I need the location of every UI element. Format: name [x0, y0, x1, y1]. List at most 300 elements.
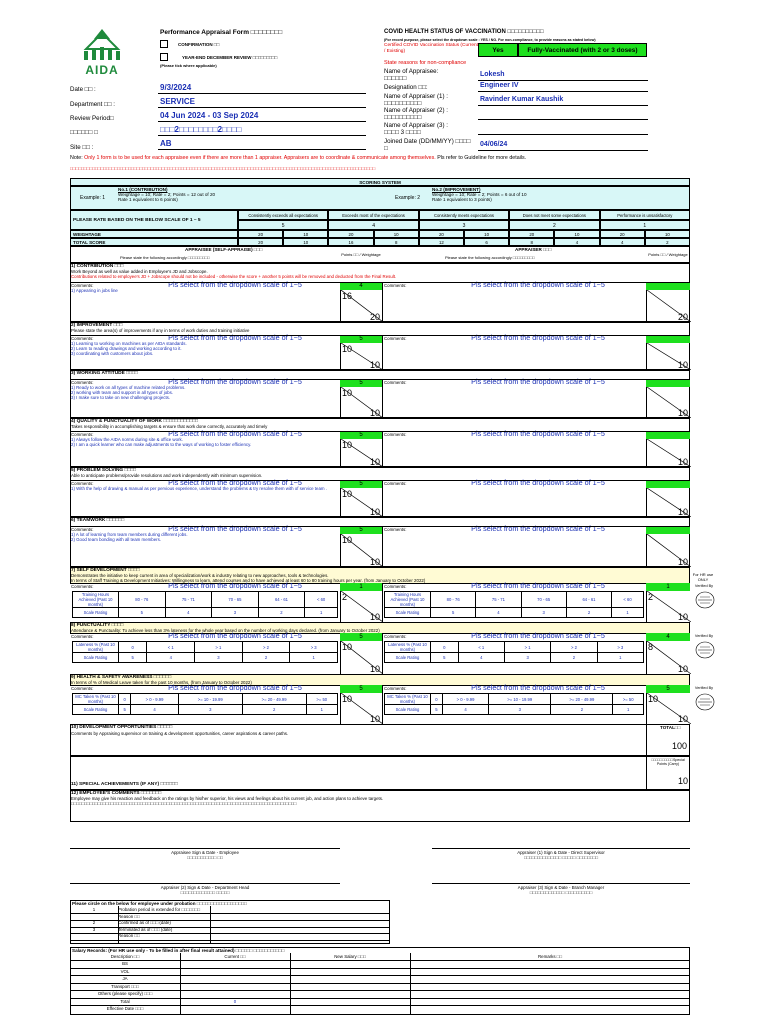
metric-scale-label: Scale Rating — [73, 608, 119, 618]
awarded-score: 10 — [342, 694, 353, 704]
appraisee-rate-value[interactable]: 5 — [340, 379, 382, 387]
metric-scale-cell: 3 — [178, 705, 242, 715]
appraisee-sub-label: □□□□□□ — [384, 75, 407, 82]
appraisee-rating-dropdown[interactable]: Pls select from the dropdown scale of 1~5 — [168, 631, 302, 640]
appraiser-rate-value[interactable] — [646, 431, 690, 439]
site-value[interactable]: AB — [160, 139, 172, 148]
metric-scale-cell: 2 — [258, 608, 305, 618]
awarded-score: 10 — [342, 642, 353, 652]
probation-item-text: Terminated as of □□□ (date) — [118, 926, 173, 932]
comments-label: Comments: — [71, 336, 94, 341]
confirmation-label: CONFIRMATION □□ — [178, 42, 220, 47]
designation-label: Designation □□: — [384, 84, 428, 91]
appraiser-rating-dropdown[interactable]: Pls select from the dropdown scale of 1~5 — [471, 377, 605, 386]
appraiser-rating-dropdown[interactable]: Pls select from the dropdown scale of 1~5 — [471, 524, 605, 533]
awarded-score: 16 — [342, 291, 353, 301]
appraisee-rate-value[interactable]: 4 — [340, 282, 382, 290]
designation-value[interactable]: Engineer IV — [480, 82, 519, 89]
appraisee-rate-value[interactable]: 1 — [340, 583, 382, 591]
probation-col-line — [118, 906, 119, 944]
appraisee-column-head: APPRAISEE (SELF-APPRAISE) □□□ — [185, 247, 263, 252]
metric-scale-cell: 4 — [476, 608, 521, 618]
metric-band-cell: 64 - 61 — [258, 592, 305, 608]
appraiser2-sign-sub: □□□□□□□□□□□□□ □□□□□ — [180, 890, 230, 895]
max-score: 10 — [369, 408, 380, 418]
metric-band-cell: 0 — [431, 694, 443, 705]
appraisee-score-box — [340, 641, 382, 674]
employee-comments-garble: □□□□□□□□□□□□□□□□□□□□□□□□□□□□□□□□□□□□□□□□□□□□□□□□□□□□□□□□□□□□□□□□□□□□□□□□□□□□□□□□□□□□□ — [71, 801, 297, 806]
appraiser3-sign-label: Appraiser (3) Sign & Date - Branch Manager — [517, 885, 605, 890]
metric-band-cell: 0 — [119, 642, 147, 653]
salary-row-label: BS — [122, 961, 128, 966]
form-title: Performance Appraisal Form □□□□□□□□ — [160, 29, 283, 36]
appraiser-column-head: APPRAISER □□□ — [515, 247, 552, 252]
department-value[interactable]: SERVICE — [160, 97, 195, 106]
metric-band-cell: > 2 — [242, 642, 290, 653]
metric-band-cell: 80 - 76 — [431, 592, 476, 608]
example2-line1: No.2 (IMPROVEMENT) — [432, 187, 481, 192]
salary-header: Current □□ — [224, 954, 246, 959]
metric-scale-cell: 3 — [212, 608, 259, 618]
metric-scale-cell: 5 — [119, 608, 166, 618]
row-divider — [70, 335, 690, 336]
max-score: 10 — [677, 714, 688, 724]
scale-number-cell: 5 — [238, 220, 328, 230]
metric-band-cell: < 60 — [305, 592, 338, 608]
max-score: 10 — [677, 664, 688, 674]
section-desc: Work Beyond as well as value added in Employee's JD and Jobscope. — [71, 269, 208, 274]
example2-line3: Rate 1 equivalent to 3 points) — [432, 197, 492, 202]
total-score-cell: 10 — [283, 238, 328, 246]
appraiser-comments-label: Comments: — [384, 634, 407, 639]
metric-scale-cell: 4 — [458, 653, 504, 663]
appraiser-rating-dropdown[interactable]: Pls select from the dropdown scale of 1~5 — [471, 631, 605, 640]
appraisee-comment-text[interactable]: 1) Ready to work on all types of machine related problems. 2) working with team and support in all types of jobs. 3) I make sure to take on new challenging projects. — [71, 385, 186, 400]
max-score: 10 — [369, 664, 380, 674]
appraiser2-sub-label: □□□□□□□□□□ — [384, 114, 422, 121]
verified-by-label: Verified By — [694, 584, 714, 588]
weightage-cell: 20 — [328, 230, 373, 238]
max-score: 10 — [677, 612, 688, 622]
metric-row-label: Lateness % (Past 10 months) — [73, 642, 119, 653]
max-score: 10 — [369, 612, 380, 622]
development-desc: Comments by Appraising supervisor on training & development opportunities, career aspirations & career paths. — [71, 731, 289, 736]
salary-row-line — [70, 960, 690, 961]
example1-label: Example: 1 — [80, 195, 106, 201]
metric-scale-cell: 1 — [305, 608, 338, 618]
weightage-cell: 20 — [419, 230, 464, 238]
appraisee-comment-text[interactable]: 1) Appearing in jobs line — [71, 288, 118, 293]
logo-mark-icon — [74, 27, 130, 61]
example2-label: Example: 2 — [395, 195, 421, 201]
max-score: 10 — [369, 457, 380, 467]
salary-row-line — [70, 998, 690, 999]
weightage-cell: 10 — [283, 230, 328, 238]
weightage-cell: 10 — [464, 230, 509, 238]
metric-band-cell: > 3 — [597, 642, 643, 653]
metric-section-desc2: In terms of Staff Training & Development Initiatives: Willingness to learn, attend courses and to have achieved at least 60 to 80 training hours per year. (from January to October 2022) — [71, 578, 426, 583]
metric-section-desc: In terms of % of Medical Leave taken for the past 10 months. (from January to October 2022) — [71, 680, 252, 685]
appraiser-rate-value[interactable]: 1 — [646, 583, 690, 591]
appraisee-sign-sub: □□□□□□□□□□□ □□ — [187, 855, 223, 860]
section-desc: Takes responsibility in accomplishing targets & ensure that work done correctly, accurately and timely — [71, 424, 268, 429]
appraiser-score-box — [646, 693, 690, 724]
appraiser1-sub-label: □□□□□□□□□□ — [384, 100, 422, 107]
comments-label: Comments: — [71, 481, 94, 486]
weightage-cell: 10 — [374, 230, 419, 238]
appraiser-rate-value[interactable] — [646, 526, 690, 534]
appraiser-score-box — [646, 488, 690, 517]
row-divider — [70, 431, 690, 432]
section-title: 4) QUALITY & PUNCTUALITY OF WORK □□□□□□□□□□□□ — [71, 419, 199, 424]
metric-scale-label: Scale Rating — [73, 705, 119, 715]
appraiser-rating-dropdown[interactable]: Pls select from the dropdown scale of 1~5 — [471, 683, 605, 692]
metric-band-cell: >= 10 - 19.99 — [489, 694, 551, 705]
awarded-score: 2 — [648, 592, 654, 602]
metric-scale-cell: 4 — [131, 705, 179, 715]
appraiser-rate-value[interactable]: 5 — [646, 685, 690, 693]
salary-row-label: JA — [122, 976, 128, 981]
appraiser-score-box — [646, 343, 690, 370]
row-divider — [70, 480, 690, 481]
red-garbled-line: □□□□□□□□□□□□□□□□□□□□□□□□□□□□□□□□□□□□□□□□□□□□□□□□□□□□□□□□□□□□□□□□□□□□□□□□□□□□□□□□□□□□□□□□□□□□□□□□□□□□□□□□□□□□□□ — [70, 166, 376, 171]
appraiser-score-box — [646, 439, 690, 467]
weightage-cell: 20 — [600, 230, 645, 238]
appraisee-score-box — [340, 290, 382, 322]
verified-by-label: Verified By — [694, 634, 714, 638]
appraiser-rate-value[interactable] — [646, 379, 690, 387]
section-title: 1) CONTRIBUTION □□□ — [71, 264, 124, 269]
scale-number-cell: 4 — [328, 220, 418, 230]
salary-row-label: Transport □□□ — [111, 983, 139, 989]
appraisee-comment-text[interactable]: 1) A lot of learning from team members during different jobs. 2) Good team bonding with all team members. — [71, 532, 188, 542]
metric-scale-cell: 4 — [442, 705, 488, 715]
metric-band-cell: > 0 - 9.99 — [442, 694, 488, 705]
scale-header-cell: Consistently exceeds all expectations — [238, 210, 328, 220]
appraisee-score-box — [340, 534, 382, 567]
awarded-score: 10 — [342, 388, 353, 398]
site-label: Site □□ : — [70, 144, 94, 151]
metric-scale-cell: 2 — [242, 705, 306, 715]
example2-line2: Weightage = 10; Rate = 2; Points = 6 out of 10 — [432, 192, 527, 197]
comments-label: Comments: — [71, 686, 94, 691]
weightage-cell: 10 — [554, 230, 599, 238]
appraisee-score-box — [340, 488, 382, 517]
total-score-cell: 8 — [509, 238, 554, 246]
metric-scale-cell: 1 — [597, 653, 643, 663]
year-end-label: YEAR-END DECEMBER REVIEW □□□□□□□□□ — [182, 55, 278, 60]
total-score-cell: 16 — [328, 238, 373, 246]
covid-title: COVID HEALTH STATUS OF VACCINATION □□□□□□□□□□ — [384, 29, 544, 35]
metric-band-cell: 0 — [431, 642, 459, 653]
total-score-cell: 8 — [374, 238, 419, 246]
metric-band-cell: < 1 — [458, 642, 504, 653]
metric-band-cell: 70 - 65 — [521, 592, 566, 608]
metric-scale-cell: 5 — [431, 653, 459, 663]
scoring-title: SCORING SYSTEM — [70, 178, 690, 186]
row-divider — [70, 379, 690, 380]
awarded-score: 10 — [342, 535, 353, 545]
metric-scale-cell: 3 — [521, 608, 566, 618]
metric-band-cell: < 60 — [612, 592, 644, 608]
metric-scale-cell: 5 — [119, 653, 147, 663]
metric-band-cell: > 1 — [195, 642, 243, 653]
appraiser-points-head: Points □□ / Weightage — [648, 252, 688, 257]
metric-scale-cell: 5 — [431, 608, 476, 618]
awarded-score: 10 — [648, 694, 659, 704]
salary-col-line — [410, 953, 411, 1015]
appraiser-score-box — [646, 290, 690, 322]
appraisee-rating-dropdown[interactable]: Pls select from the dropdown scale of 1~5 — [168, 478, 302, 487]
metric-band-cell: >= 50 — [306, 694, 337, 705]
total-score-cell: 20 — [238, 238, 283, 246]
appraiser-rating-dropdown[interactable]: Pls select from the dropdown scale of 1~5 — [471, 333, 605, 342]
metric-scale-cell: 2 — [551, 705, 613, 715]
appraisee-score-box — [340, 439, 382, 467]
metric-band-cell: < 1 — [147, 642, 195, 653]
metric-scale-cell: 2 — [242, 653, 290, 663]
appraiser1-label: Name of Appraiser (1) : — [384, 93, 448, 100]
appraiser1-value[interactable]: Ravinder Kumar Kaushik — [480, 96, 564, 103]
appraisee-value[interactable]: Lokesh — [480, 71, 505, 78]
verification-stamp-icon — [695, 590, 715, 610]
total-score-cell: 12 — [419, 238, 464, 246]
form-note: Note: Only 1 form is to be used for each appraisee even if there are more than 1 appraiser. Appraisers are to coordinate & communicate among themselves. Pls refer to Guideline for more details. — [70, 155, 527, 161]
verification-stamp-icon — [695, 640, 715, 660]
appraisee-rate-value[interactable]: 5 — [340, 480, 382, 488]
joined-sub-label: □ — [384, 145, 388, 152]
appraiser-score-box — [646, 387, 690, 418]
covid-status-select[interactable]: Fully-Vaccinated (with 2 or 3 doses) — [518, 43, 647, 57]
appraiser-comments-label: Comments: — [384, 380, 407, 385]
metric-band-cell: 80 - 76 — [119, 592, 166, 608]
comments-label: Comments: — [71, 432, 94, 437]
code-value[interactable]: □□□2□□□□□□□□2□□□□ — [160, 125, 242, 134]
appraisee-rate-value[interactable]: 5 — [340, 431, 382, 439]
appraiser-rating-dropdown[interactable]: Pls select from the dropdown scale of 1~5 — [471, 581, 605, 590]
max-score: 10 — [369, 557, 380, 567]
appraiser-rating-dropdown[interactable]: Pls select from the dropdown scale of 1~5 — [471, 280, 605, 289]
appraisee-rating-dropdown[interactable]: Pls select from the dropdown scale of 1~5 — [168, 280, 302, 289]
section-desc-red: Contributions related to employee's JD + Jobscope should not be included - otherwise the score + another 5 points will be removed and deducted from the Final Result. — [71, 274, 397, 279]
salary-header: Remarks □□ — [537, 954, 563, 959]
appraisee-sign-label: Appraisee Sign & Date - Employee — [171, 850, 239, 855]
metric-section-desc: Demonstrates the initiative to keep current in area of specialization/work & industry relating to new approaches, tools & technologies. — [71, 573, 329, 578]
verified-by-label: Verified By — [694, 686, 714, 690]
weightage-cell: 20 — [509, 230, 554, 238]
appraiser1-sign-sub: □□□□□□□□□□□□□□ □□□□□ □□□□□□□□ — [523, 855, 599, 860]
metric-band-cell: 75 - 71 — [476, 592, 521, 608]
example1-line2: Weightage = 10; Rate = 2; Points = 12 out of 20 — [118, 192, 216, 197]
max-score: 10 — [677, 507, 688, 517]
section-title: 3) WORKING ATTITUDE □□□□ — [71, 371, 138, 376]
appraisee-label: Name of Appraisee: — [384, 68, 439, 75]
appraisee-comment-text[interactable]: 1) With the help of drawing & manual as per pervious experience, understand the problems & try resolve them with of service team . — [71, 486, 328, 491]
appraiser-rating-dropdown[interactable]: Pls select from the dropdown scale of 1~5 — [471, 478, 605, 487]
section-desc: Please state the area(s) of improvements if any in terms of work duties and training initiative — [71, 328, 250, 333]
metric-scale-table — [384, 693, 644, 715]
appraiser-score-box — [646, 534, 690, 567]
total-score-cell: 2 — [645, 238, 690, 246]
hr-use-note: For HR use ONLY — [692, 572, 714, 582]
appraisee-rating-dropdown[interactable]: Pls select from the dropdown scale of 1~5 — [168, 683, 302, 692]
employee-comments-title: 12) EMPLOYEE'S COMMENTS □□□□□□□ — [71, 791, 162, 796]
appraiser-comments-label: Comments: — [384, 432, 407, 437]
weightage-label: WEIGHTAGE — [70, 230, 238, 238]
probation-item-text: Probation period is extended for □□□□□□□ — [118, 907, 201, 912]
appraiser1-sign-label: Appraiser (1) Sign & Date - Direct Supervisor — [517, 850, 605, 855]
appraiser-comments-label: Comments: — [384, 584, 407, 589]
metric-scale-table — [72, 591, 338, 618]
metric-scale-cell: 5 — [431, 705, 443, 715]
comments-label: Comments: — [71, 283, 94, 288]
covid-yes-select[interactable]: Yes — [478, 43, 518, 57]
metric-band-cell: >= 50 — [613, 694, 644, 705]
appraisee-rate-value[interactable]: 5 — [340, 633, 382, 641]
scale-number-cell: 1 — [600, 220, 690, 230]
metric-scale-label: Scale Rating — [385, 653, 431, 663]
review-period-value[interactable]: 04 Jun 2024 - 03 Sep 2024 — [160, 111, 259, 120]
appraiser-rate-value[interactable]: 4 — [646, 633, 690, 641]
salary-title: Salary Records: (For HR use only - To be filled in after final result attained) □□□□□□ □□□□□□□□□□□ — [72, 948, 285, 953]
metric-scale-cell: 2 — [551, 653, 597, 663]
appraisee-rating-dropdown[interactable]: Pls select from the dropdown scale of 1~5 — [168, 429, 302, 438]
metric-scale-table — [72, 641, 338, 663]
metric-band-cell: 70 - 65 — [212, 592, 259, 608]
appraiser-rate-value[interactable] — [646, 282, 690, 290]
appraiser-comments-label: Comments: — [384, 527, 407, 532]
covid-cert-label: Certified COVID Vaccination Status (Current / Existing) — [384, 43, 479, 54]
logo-text: AIDA — [85, 63, 119, 77]
metric-scale-label: Scale Rating — [385, 608, 431, 618]
probation-item-number: 2 — [92, 920, 96, 926]
total-score-cell: 4 — [554, 238, 599, 246]
weightage-cell: 20 — [238, 230, 283, 238]
scale-header-cell: Performance is unsatisfactory — [600, 210, 690, 220]
awarded-score: 10 — [342, 489, 353, 499]
tick-note: (Please tick where applicable) — [160, 63, 217, 68]
probation-item-text: Reason □□ — [118, 933, 140, 939]
awarded-score: 2 — [342, 592, 348, 602]
max-score: 10 — [677, 360, 688, 370]
metric-band-cell: >= 20 - 49.99 — [242, 694, 306, 705]
review-period-label: Review Period□ — [70, 115, 114, 122]
salary-row-label: Effective Date □□□ — [106, 1006, 144, 1011]
date-value[interactable]: 9/3/2024 — [160, 83, 192, 92]
employee-comments-section — [70, 790, 690, 822]
metric-row-label: MC Taken % (Past 10 months) — [73, 694, 119, 705]
row-divider — [70, 282, 690, 283]
comments-label: Comments: — [71, 527, 94, 532]
probation-item-text: Confirmed as of □□□ (date) — [118, 920, 171, 926]
appraisee-rate-value[interactable]: 5 — [340, 335, 382, 343]
appraisee-rating-dropdown[interactable]: Pls select from the dropdown scale of 1~5 — [168, 377, 302, 386]
metric-band-cell: > 3 — [290, 642, 338, 653]
metric-band-cell: > 2 — [551, 642, 597, 653]
metric-scale-cell: 3 — [195, 653, 243, 663]
salary-total-current: 0 — [233, 998, 237, 1004]
metric-scale-label: Scale Rating — [73, 653, 119, 663]
probation-item-text: Reason □□ — [118, 913, 140, 919]
verification-stamp-icon — [695, 692, 715, 712]
appraiser2-sign-label: Appraiser (2) Sign & Date - Department Head — [160, 885, 250, 890]
section-desc: Able to anticipate problems/provide resolutions and work independently with minimum supervision. — [71, 473, 263, 478]
appraiser3-sub-label: □□□□ 3 □□□□ — [384, 129, 421, 136]
year-end-checkbox[interactable] — [160, 53, 168, 61]
appraisee-score-box — [340, 693, 382, 724]
metric-scale-table — [384, 641, 644, 663]
company-logo — [74, 27, 130, 77]
metric-scale-cell: 4 — [165, 608, 212, 618]
probation-title: Please circle on the below for employee under probation □□□□□□□□□□□□□□□□□□ — [72, 901, 247, 906]
max-score: 10 — [369, 507, 380, 517]
example2-box — [432, 187, 582, 202]
appraisee-comment-text[interactable]: 1) Learning to working on machines as per AIDA standards. 2) Learn to reading drawings and working according to it. 3) coordinating with customers about jobs. — [71, 341, 187, 356]
appraisee-rating-dropdown[interactable]: Pls select from the dropdown scale of 1~5 — [168, 581, 302, 590]
scale-header-cell: Consistently meets expectations — [419, 210, 509, 220]
salary-row-line — [70, 975, 690, 976]
metric-scale-cell: 1 — [613, 705, 644, 715]
development-title: 10) DEVELOPMENT OPPORTUNITIES □□□□□ — [71, 725, 173, 730]
section-title: 6) TEAMWORK □□□□□□ — [71, 518, 125, 523]
comments-label: Comments: — [71, 380, 94, 385]
example1-box — [118, 187, 268, 202]
appraisee-rate-value[interactable]: 5 — [340, 685, 382, 693]
awarded-score: 8 — [648, 642, 654, 652]
probation-item-number: 3 — [92, 926, 96, 932]
date-label: Date □□ : — [70, 86, 96, 93]
metric-row-label: MC Taken % (Past 10 months) — [385, 694, 431, 705]
covid-note: (For record purpose, please select the dropdown scale : YES / NO. For non-compliance, to provide reasons as stated below) — [384, 38, 596, 42]
appraisee-score-box — [340, 343, 382, 370]
max-score: 10 — [677, 457, 688, 467]
salary-row-line — [70, 990, 690, 991]
appraiser-rating-dropdown[interactable]: Pls select from the dropdown scale of 1~5 — [471, 429, 605, 438]
max-score: 10 — [677, 408, 688, 418]
example1-line1: No.1 (CONTRIBUTION) — [118, 187, 168, 192]
special-points-note: □□□□□□□□□□Special Points (Carry) — [651, 758, 685, 766]
confirmation-checkbox[interactable] — [160, 40, 168, 48]
appraiser-score-box — [646, 641, 690, 674]
metric-band-cell: >= 20 - 49.99 — [551, 694, 613, 705]
department-label: Department □□ : — [70, 101, 115, 108]
section-title: 2) IMPROVEMENT □□□ — [71, 323, 123, 328]
metric-scale-cell: 1 — [290, 653, 338, 663]
appraiser-rate-value[interactable] — [646, 335, 690, 343]
scale-header-cell: Exceeds most of the expectations — [328, 210, 418, 220]
metric-section-title: 9) HEALTH & SAFETY AWARENESS □□□□□□ — [71, 675, 172, 680]
appraisee-rating-dropdown[interactable]: Pls select from the dropdown scale of 1~5 — [168, 333, 302, 342]
appraisee-rate-value[interactable]: 5 — [340, 526, 382, 534]
appraisee-comment-text[interactable]: 1) Always follow the AIDA norms during site & office work. 2) I am a quick learner who can make adjustments to the ways of working to foster efficiency. — [71, 437, 252, 447]
special-points-value: 10 — [678, 776, 689, 786]
row-divider — [70, 526, 690, 527]
joined-value[interactable]: 04/06/24 — [480, 141, 508, 148]
appraisee-rating-dropdown[interactable]: Pls select from the dropdown scale of 1~5 — [168, 524, 302, 533]
appraiser3-label: Name of Appraiser (3) : — [384, 122, 448, 129]
appraiser-rate-value[interactable] — [646, 480, 690, 488]
max-score: 10 — [677, 557, 688, 567]
appraisee-points-head: Points □□ / Weightage — [341, 252, 381, 257]
total-label: TOTAL□□ — [660, 725, 681, 730]
code-label: □□□□□□ □ — [70, 129, 98, 136]
salary-row-line — [70, 968, 690, 969]
metric-scale-label: Scale Rating — [385, 705, 431, 715]
section-title: 5) PROBLEM SOLVING □□□□ — [71, 468, 137, 473]
metric-band-cell: 0 — [119, 694, 131, 705]
metric-scale-table — [72, 693, 338, 715]
metric-row-label: Training Hours Achieved (Past 10 months) — [385, 592, 431, 608]
